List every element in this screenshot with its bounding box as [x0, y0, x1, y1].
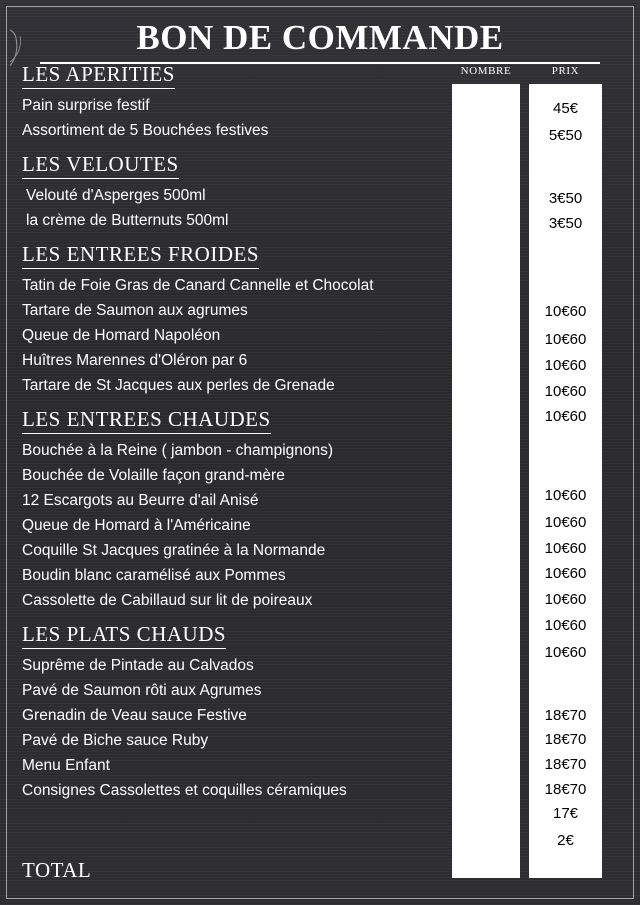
section-les-entrees-froides — [22, 242, 447, 269]
price-value: 5€50 — [548, 127, 583, 144]
list-item[interactable]: Queue de Homard à l'Américaine — [22, 517, 251, 534]
list-item[interactable]: Consignes Cassolettes et coquilles céramiques — [22, 782, 347, 799]
price-value: 10€60 — [544, 303, 587, 320]
price-value: 10€60 — [544, 514, 587, 531]
price-value: 10€60 — [544, 487, 587, 504]
list-item[interactable]: Cassolette de Cabillaud sur lit de poireaux — [22, 592, 313, 609]
list-item[interactable]: 12 Escargots au Beurre d'ail Anisé — [22, 492, 259, 509]
menu-sections — [22, 62, 447, 803]
list-item[interactable]: Pavé de Saumon rôti aux Agrumes — [22, 682, 262, 699]
price-value: 18€70 — [544, 707, 587, 724]
section-les-entrees-chaudes — [22, 407, 447, 434]
price-value: 10€60 — [544, 617, 587, 634]
list-item[interactable]: Bouchée de Volaille façon grand-mère — [22, 467, 285, 484]
list-item[interactable]: Assortiment de 5 Bouchées festives — [22, 122, 269, 139]
list-item[interactable]: Tatin de Foie Gras de Canard Cannelle et Chocolat — [22, 277, 374, 294]
section-title: LES ENTREES CHAUDES — [22, 407, 271, 434]
section-les-plats-chauds — [22, 622, 447, 649]
list-item[interactable]: Tartare de Saumon aux agrumes — [22, 302, 248, 319]
list-item[interactable]: Velouté d'Asperges 500ml — [26, 187, 206, 204]
price-value: 18€70 — [544, 731, 587, 748]
section-title: LES ENTREES FROIDES — [22, 242, 259, 269]
price-value: 10€60 — [544, 565, 587, 582]
price-value: 45€ — [552, 100, 579, 117]
section-title: LES APERITIES — [22, 62, 175, 89]
price-value: 10€60 — [544, 408, 587, 425]
list-item[interactable]: Huîtres Marennes d'Oléron par 6 — [22, 352, 248, 369]
price-value: 10€60 — [544, 357, 587, 374]
list-item[interactable]: Grenadin de Veau sauce Festive — [22, 707, 247, 724]
price-value: 10€60 — [544, 591, 587, 608]
list-item[interactable]: Pavé de Biche sauce Ruby — [22, 732, 209, 749]
list-item[interactable]: Menu Enfant — [22, 757, 110, 774]
price-value: 10€60 — [544, 540, 587, 557]
section-les-veloutes — [22, 152, 447, 179]
price-value: 3€50 — [548, 190, 583, 207]
price-value: 2€ — [557, 832, 574, 849]
page-title: BON DE COMMANDE — [40, 18, 600, 64]
list-item[interactable]: Boudin blanc caramélisé aux Pommes — [22, 567, 286, 584]
price-value: 17€ — [552, 805, 579, 822]
list-item[interactable]: Bouchée à la Reine ( jambon - champignons) — [22, 442, 334, 459]
price-value: 10€60 — [544, 644, 587, 661]
section-title: LES PLATS CHAUDS — [22, 622, 226, 649]
price-value: 10€60 — [544, 331, 587, 348]
list-item[interactable]: Queue de Homard Napoléon — [22, 327, 221, 344]
section-les-aperities — [22, 62, 447, 89]
price-value: 18€70 — [544, 781, 587, 798]
nombre-entry-column[interactable] — [452, 84, 520, 878]
column-header-prix: PRIX — [551, 65, 580, 77]
price-value: 18€70 — [544, 756, 587, 773]
column-header-nombre: NOMBRE — [460, 65, 512, 77]
list-item[interactable]: Pain surprise festif — [22, 97, 150, 114]
section-title: LES VELOUTES — [22, 152, 179, 179]
list-item[interactable]: la crème de Butternuts 500ml — [26, 212, 229, 229]
price-value: 3€50 — [548, 215, 583, 232]
list-item[interactable]: Coquille St Jacques gratinée à la Normande — [22, 542, 326, 559]
list-item[interactable]: Tartare de St Jacques aux perles de Grenade — [22, 377, 335, 394]
total-label: TOTAL — [22, 858, 92, 882]
price-value: 10€60 — [544, 383, 587, 400]
list-item[interactable]: Suprême de Pintade au Calvados — [22, 657, 254, 674]
